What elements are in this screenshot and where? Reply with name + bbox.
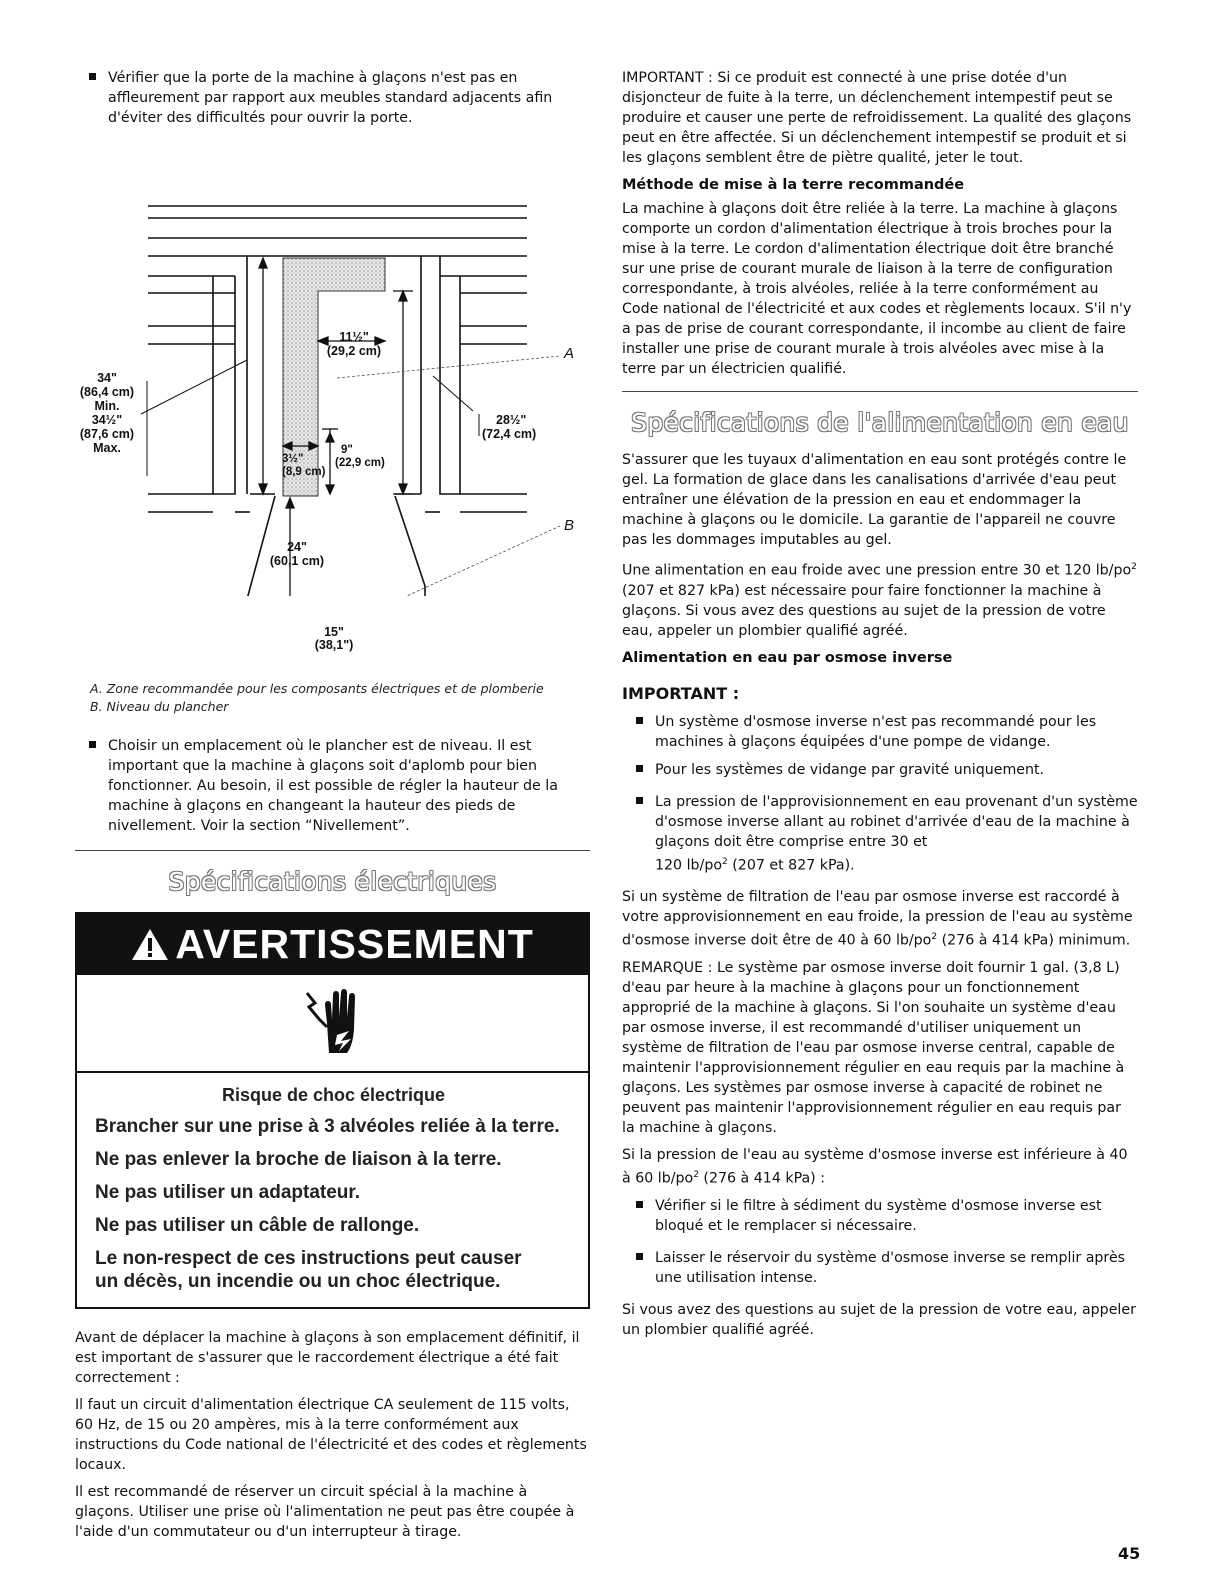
width-cm: (38,1") xyxy=(314,638,354,652)
small-height-in: 9" xyxy=(341,444,353,456)
warning-triangle-icon xyxy=(131,922,169,972)
width-top-label xyxy=(319,330,389,358)
warning-consequence-2: un décès, un incendie ou un choc électrique. xyxy=(95,1271,501,1292)
shock-hazard-icon xyxy=(77,975,588,1073)
section-divider-water xyxy=(622,391,1138,392)
paragraph-final: Si vous avez des questions au sujet de la pression de votre eau, appeler un plombier qualifié agréé. xyxy=(622,1301,1136,1338)
superscript-2-b: 2 xyxy=(722,856,728,867)
water-pressure-text-b: (207 et 827 kPa) est nécessaire pour faire fonctionner la machine à glaçons. Si vous avez des questions au sujet de la pression de votre eau, appeler un plombier qualifié agréé. xyxy=(622,582,1106,639)
paragraph-low-pressure xyxy=(622,1145,1138,1189)
low-pressure-bullet-2: Laisser le réservoir du système d'osmose inverse se remplir après une utilisation intense. xyxy=(622,1248,1138,1288)
height-min-in: 34" xyxy=(97,371,117,385)
width-top-cm: (29,2 cm) xyxy=(326,344,382,358)
warning-line-4: Ne pas utiliser un câble de rallonge. xyxy=(95,1215,420,1236)
ro-bullet-3-value: 120 lb/po xyxy=(655,857,723,874)
ground-method-heading: Méthode de mise à la terre recommandée xyxy=(622,177,965,193)
ro-bullet-3-text: La pression de l'approvisionnement en eau provenant d'un système d'osmose inverse allant au robinet d'arrivée d'eau de la machine à glaçons doit être comprise entre 30 et xyxy=(655,793,1138,850)
important-heading: IMPORTANT : xyxy=(622,683,740,703)
bullet-door-flush: Vérifier que la porte de la machine à glaçons n'est pas en affleurement par rapport aux meubles standard adjacents afin d'éviter des difficultés pour ouvrir la porte. xyxy=(75,68,590,128)
paragraph-freeze-protection: S'assurer que les tuyaux d'alimentation en eau sont protégés contre le gel. La formation de glace dans les canalisations d'arrivée d'eau peut entraîner une élévation de la pression en eau et endommager la machine à glaçons ou le domicile. La garantie de l'appareil ne couvre pas les dommages imputables au gel. xyxy=(622,452,1127,548)
low-pressure-text-b: (276 à 414 kPa) : xyxy=(698,1170,826,1187)
small-width-in: 3½" xyxy=(282,453,304,465)
warning-line-3: Ne pas utiliser un adaptateur. xyxy=(95,1182,361,1203)
ro-filtration-text-a: Si un système de filtration de l'eau par osmose inverse est raccordé à votre approvisionnement en eau froide, la pression de l'eau au système d'osmose inverse doit être de 40 à 60 lb/po xyxy=(622,889,1133,950)
depth-label xyxy=(262,540,332,568)
warning-box xyxy=(75,912,590,1309)
right-height-cm: (72,4 cm) xyxy=(482,427,537,441)
bullet-level-floor: Choisir un emplacement où le plancher est de niveau. Il est important que la machine à glaçons soit d'aplomb pour bien fonctionner. Au besoin, il est possible de régler la hauteur de la machine à glaçons en changeant la hauteur des pieds de nivellement. Voir la section “Nivellement”. xyxy=(75,736,590,836)
section-title-electrical: Spécifications électriques xyxy=(168,867,497,896)
right-height-label xyxy=(482,413,552,441)
section-title-water: Spécifications de l'alimentation en eau xyxy=(631,408,1129,437)
section-divider xyxy=(75,850,590,851)
diagram-captions xyxy=(75,680,590,716)
paragraph-ro-filtration xyxy=(622,887,1138,951)
paragraph-gfci-important: IMPORTANT : Si ce produit est connecté à une prise dotée d'un disjoncteur de fuite à la terre, un déclenchement intempestif peut se produire et causer une perte de refroidissement. La qualité des glaçons peut en être affectée. Si un déclenchement intempestif se produit et si les glaçons semblent être de piètre qualité, jeter le tout. xyxy=(622,70,1132,166)
paragraph-water-pressure xyxy=(622,557,1138,641)
small-width-cm: (8,9 cm) xyxy=(282,466,326,478)
page-number: 45 xyxy=(1118,1544,1141,1563)
ro-bullet-3-range xyxy=(655,852,1138,876)
height-max-in: 34½" xyxy=(91,413,123,427)
warning-body xyxy=(77,1073,588,1307)
warning-consequence-1: Le non-respect de ces instructions peut causer xyxy=(95,1248,522,1269)
superscript-2: 2 xyxy=(1131,562,1137,572)
installation-diagram xyxy=(75,146,590,652)
ro-bullet-1: Un système d'osmose inverse n'est pas recommandé pour les machines à glaçons équipées d'une pompe de vidange. xyxy=(622,712,1138,752)
low-pressure-bullet-1: Vérifier si le filtre à sédiment du système d'osmose inverse est bloqué et le remplacer si nécessaire. xyxy=(622,1196,1138,1236)
superscript-2-d: 2 xyxy=(693,1170,699,1181)
low-pressure-text-a: Si la pression de l'eau au système d'osmose inverse est inférieure à 40 à 60 lb/po xyxy=(622,1147,1128,1187)
water-pressure-text-a: Une alimentation en eau froide avec une pression entre 30 et 120 lb/po xyxy=(622,562,1132,579)
warning-header-text: AVERTISSEMENT xyxy=(175,921,534,967)
height-min-word: Min. xyxy=(94,399,120,413)
superscript-2-c: 2 xyxy=(931,932,938,943)
warning-title: Risque de choc électrique xyxy=(221,1085,446,1105)
height-label xyxy=(77,371,137,455)
width-in: 15" xyxy=(324,625,344,639)
depth-in: 24" xyxy=(287,540,307,554)
ro-filtration-text-b: (276 à 414 kPa) minimum. xyxy=(937,933,1131,950)
right-height-in: 28½" xyxy=(496,413,527,427)
width-top-in: 11½" xyxy=(339,330,369,344)
paragraph-dedicated-circuit: Il est recommandé de réserver un circuit spécial à la machine à glaçons. Utiliser une prise où l'alimentation ne peut pas être coupée à l'aide d'un commutateur ou d'un interrupteur à tirage. xyxy=(75,1484,575,1540)
right-column xyxy=(622,68,1138,1347)
marker-a: A xyxy=(564,345,575,362)
paragraph-remarque: REMARQUE : Le système par osmose inverse doit fournir 1 gal. (3,8 L) d'eau par heure à la machine à glaçons pour un fonctionnement approprié de la machine à glaçons. Si l'on souhaite un système d'eau par osmose inverse, il est recommandé d'utiliser uniquement un système de filtration de l'eau par osmose inverse central, capable de maintenir l'approvisionnement régulier en eau requis par la machine à glaçons. Les systèmes par osmose inverse à capacité de robinet ne peuvent pas maintenir l'approvisionnement régulier en eau requis par la machine à glaçons. xyxy=(622,960,1125,1137)
ro-bullet-2: Pour les systèmes de vidange par gravité uniquement. xyxy=(622,760,1138,780)
warning-header xyxy=(77,914,588,975)
warning-line-2: Ne pas enlever la broche de liaison à la terre. xyxy=(95,1149,502,1170)
paragraph-before-moving: Avant de déplacer la machine à glaçons à son emplacement définitif, il est important de s'assurer que le raccordement électrique a été fait correctement : xyxy=(75,1330,580,1386)
dimension-drawing xyxy=(75,146,590,596)
height-max-cm: (87,6 cm) xyxy=(79,427,135,441)
marker-b: B xyxy=(564,517,575,534)
ro-heading: Alimentation en eau par osmose inverse xyxy=(622,649,953,666)
left-column xyxy=(75,68,590,1549)
warning-line-1: Brancher sur une prise à 3 alvéoles reliée à la terre. xyxy=(95,1116,560,1137)
paragraph-circuit: Il faut un circuit d'alimentation électrique CA seulement de 115 volts, 60 Hz, de 15 ou 20 ampères, mis à la terre conformément aux instructions du Code national de l'électricité et des codes et règlements locaux. xyxy=(75,1397,587,1473)
small-height-label xyxy=(335,444,385,470)
height-max-word: Max. xyxy=(93,441,121,455)
depth-cm: (60,1 cm) xyxy=(269,554,325,568)
ro-bullet-3-kpa: (207 et 827 kPa). xyxy=(727,857,855,874)
small-width-label xyxy=(282,453,325,479)
ro-bullet-3 xyxy=(622,792,1138,876)
caption-a: A. Zone recommandée pour les composants électriques et de plomberie xyxy=(90,681,544,696)
width-label xyxy=(299,626,369,652)
paragraph-grounding: La machine à glaçons doit être reliée à la terre. La machine à glaçons comporte un cordon d'alimentation électrique à trois broches pour la mise à la terre. Le cordon d'alimentation électrique doit être branché sur une prise de courant murale de liaison à la terre de configuration correspondante, à trois alvéoles, reliée à la terre conformément au Code national de l'électricité et aux codes et règlements locaux. S'il n'y a pas de prise de courant correspondante, il incombe au client de faire installer une prise de courant murale à trois alvéoles avec mise à la terre par un électricien qualifié. xyxy=(622,201,1132,377)
height-min-cm: (86,4 cm) xyxy=(79,385,135,399)
small-height-cm: (22,9 cm) xyxy=(335,457,385,469)
caption-b: B. Niveau du plancher xyxy=(90,699,229,714)
